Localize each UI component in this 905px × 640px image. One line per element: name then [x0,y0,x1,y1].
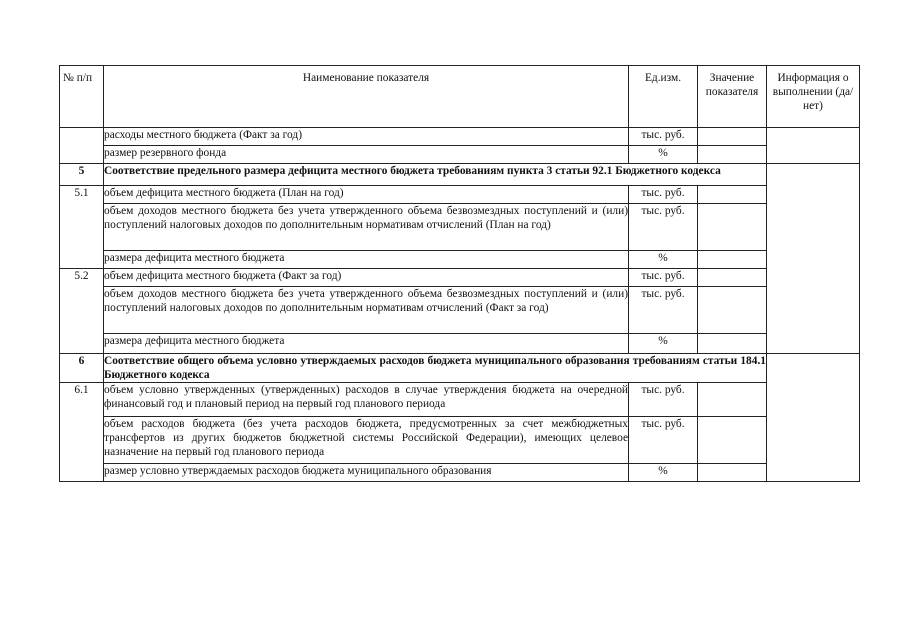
value-cell[interactable] [698,287,767,334]
table-row [60,417,860,464]
section-row [60,354,860,383]
completion-info-cell[interactable] [767,128,860,164]
section-number: 6 [60,354,104,383]
value-cell[interactable] [698,186,767,204]
table-row [60,464,860,482]
unit-cell: тыс. руб. [629,383,698,417]
indicators-table [59,65,860,482]
indicator-name: объем расходов бюджета (без учета расходов бюджета, предусмотренных за счет межбюджетных трансфертов из других бюджетов бюджетной системы Российской Федерации), имеющих целевое назначение на первый год планового периода [104,417,629,464]
row-number [60,128,104,164]
value-cell[interactable] [698,204,767,251]
header-completion-info: Информация о выполнении (да/ нет) [767,66,860,128]
section-number: 5 [60,164,104,186]
table-row [60,204,860,251]
table-row [60,251,860,269]
unit-cell: тыс. руб. [629,204,698,251]
indicator-name: расходы местного бюджета (Факт за год) [104,128,629,146]
value-cell[interactable] [698,251,767,269]
unit-cell: % [629,251,698,269]
section-title: Соответствие предельного размера дефицита местного бюджета требованиям пункта 3 статьи 92.1 Бюджетного кодекса [104,164,767,186]
table-row [60,269,860,287]
section-title: Соответствие общего объема условно утверждаемых расходов бюджета муниципального образования требованиям статьи 184.1 Бюджетного кодекса [104,355,766,381]
table-row [60,186,860,204]
table-header-row [60,66,860,128]
indicator-name: объем доходов местного бюджета без учета утвержденного объема безвозмездных поступлений и (или) поступлений налоговых доходов по дополнительным нормативам отчислений (План на год) [104,204,629,251]
table-row [60,334,860,354]
indicator-name: объем дефицита местного бюджета (План на год) [104,186,629,204]
unit-cell: % [629,146,698,164]
table-row [60,383,860,417]
completion-info-cell[interactable] [767,164,860,354]
value-cell[interactable] [698,334,767,354]
section-row [60,164,860,186]
indicator-name: размер резервного фонда [104,146,629,164]
indicator-name: объем условно утвержденных (утвержденных) расходов в случае утверждения бюджета на очередной финансовый год и плановый период на первый год планового периода [104,383,629,417]
unit-cell: тыс. руб. [629,417,698,464]
unit-cell: тыс. руб. [629,186,698,204]
value-cell[interactable] [698,146,767,164]
row-number: 5.2 [60,269,104,354]
value-cell[interactable] [698,417,767,464]
header-indicator-name: Наименование показателя [104,66,629,128]
header-unit: Ед.изм. [629,66,698,128]
indicator-name: объем дефицита местного бюджета (Факт за год) [104,269,629,287]
value-cell[interactable] [698,464,767,482]
indicator-name: объем доходов местного бюджета без учета утвержденного объема безвозмездных поступлений и (или) поступлений налоговых доходов по дополнительным нормативам отчислений (Факт за год) [104,287,629,334]
row-number: 5.1 [60,186,104,269]
value-cell[interactable] [698,128,767,146]
unit-cell: % [629,464,698,482]
table-row [60,146,860,164]
row-number: 6.1 [60,383,104,482]
value-cell[interactable] [698,383,767,417]
indicator-name: размера дефицита местного бюджета [104,251,629,269]
unit-cell: % [629,334,698,354]
table-row [60,128,860,146]
unit-cell: тыс. руб. [629,128,698,146]
header-number: № п/п [60,66,104,128]
table-row [60,287,860,334]
value-cell[interactable] [698,269,767,287]
header-value: Значение показателя [698,66,767,128]
indicator-name: размер условно утверждаемых расходов бюджета муниципального образования [104,464,629,482]
indicator-name: размера дефицита местного бюджета [104,334,629,354]
unit-cell: тыс. руб. [629,269,698,287]
unit-cell: тыс. руб. [629,287,698,334]
completion-info-cell[interactable] [767,354,860,482]
